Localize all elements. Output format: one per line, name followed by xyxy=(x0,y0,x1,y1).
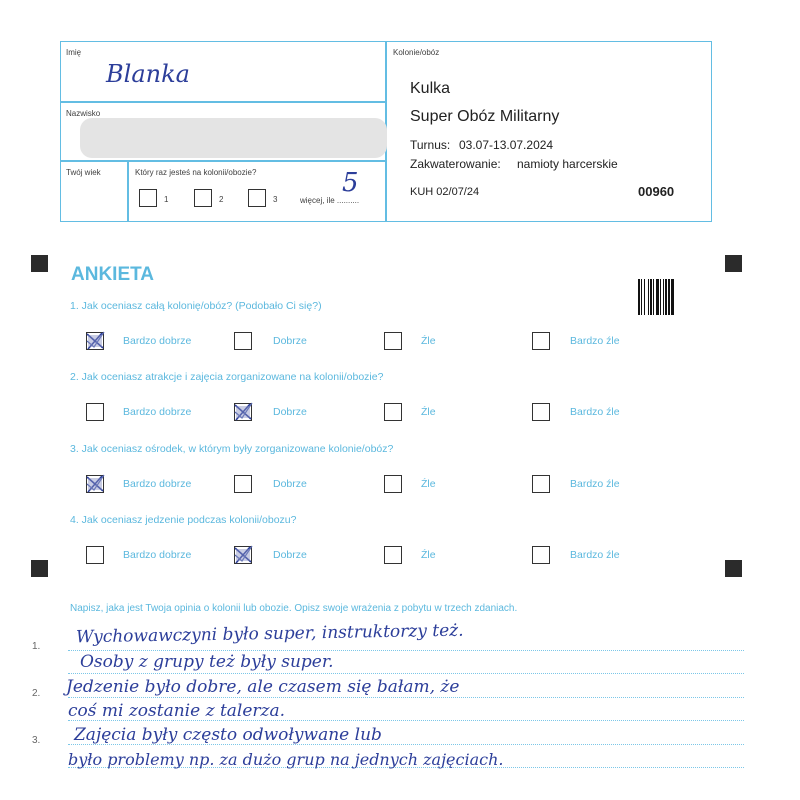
row-divider xyxy=(60,160,386,162)
question-2-text: 2. Jak oceniasz atrakcje i zajęcia zorganizowane na kolonii/obozie? xyxy=(70,371,384,383)
question-3-option-label-1: Bardzo dobrze xyxy=(123,478,192,490)
question-2-option-label-4: Bardzo źle xyxy=(570,406,620,418)
opinion-handwritten-line-5[interactable]: Zajęcia były często odwoływane lub xyxy=(74,725,382,745)
question-4-option-label-1: Bardzo dobrze xyxy=(123,549,192,561)
visit-count-checkbox-1[interactable] xyxy=(139,189,157,207)
turnus-label: Turnus: xyxy=(410,138,451,152)
question-3-option-label-4: Bardzo źle xyxy=(570,478,620,490)
opinion-handwritten-line-2[interactable]: Osoby z grupy też były super. xyxy=(80,652,334,672)
question-2-checkbox-2[interactable] xyxy=(234,403,252,421)
question-1-checkbox-1[interactable] xyxy=(86,332,104,350)
question-1-checkbox-3[interactable] xyxy=(384,332,402,350)
dotted-line xyxy=(68,673,744,674)
registration-marker-bottom-right xyxy=(725,560,742,577)
dotted-line xyxy=(68,650,744,651)
opinion-number-2: 2. xyxy=(32,688,41,699)
question-3-checkbox-3[interactable] xyxy=(384,475,402,493)
question-2-checkbox-4[interactable] xyxy=(532,403,550,421)
turnus-value: 03.07-13.07.2024 xyxy=(459,138,554,152)
question-3-checkbox-4[interactable] xyxy=(532,475,550,493)
question-4-checkbox-1[interactable] xyxy=(86,546,104,564)
question-3-checkbox-2[interactable] xyxy=(234,475,252,493)
question-1-checkbox-4[interactable] xyxy=(532,332,550,350)
registration-marker-top-right xyxy=(725,255,742,272)
redacted-surname xyxy=(80,118,387,158)
question-3-text: 3. Jak oceniasz ośrodek, w którym były zorganizowane kolonie/obóz? xyxy=(70,443,394,455)
checkmark-icon xyxy=(232,401,254,423)
question-2-option-label-1: Bardzo dobrze xyxy=(123,406,192,418)
question-1-option-label-3: Źle xyxy=(421,335,436,347)
wiecej-value[interactable]: 5 xyxy=(342,168,359,198)
question-3-checkbox-1[interactable] xyxy=(86,475,104,493)
question-4-option-label-2: Dobrze xyxy=(273,549,307,561)
checkmark-icon xyxy=(232,544,254,566)
question-2-option-label-2: Dobrze xyxy=(273,406,307,418)
question-1-option-label-1: Bardzo dobrze xyxy=(123,335,192,347)
kolonie-label: Kolonie/obóz xyxy=(393,48,440,57)
checkmark-icon xyxy=(84,473,106,495)
barcode-icon xyxy=(638,279,691,315)
zakwaterowanie-value: namioty harcerskie xyxy=(517,157,618,171)
opinion-handwritten-line-4[interactable]: coś mi zostanie z talerza. xyxy=(68,701,286,721)
row-divider xyxy=(60,101,386,103)
wiek-label: Twój wiek xyxy=(66,168,101,177)
question-4-checkbox-2[interactable] xyxy=(234,546,252,564)
question-1-option-label-4: Bardzo źle xyxy=(570,335,620,347)
dotted-line xyxy=(68,697,744,698)
visit-count-checkbox-2[interactable] xyxy=(194,189,212,207)
camp-name: Kulka xyxy=(410,80,451,97)
question-1-text: 1. Jak oceniasz całą kolonię/obóz? (Podobało Ci się?) xyxy=(70,300,322,312)
opinion-prompt: Napisz, jaka jest Twoja opinia o kolonii lub obozie. Opisz swoje wrażenia z pobytu w trzech zdaniach. xyxy=(70,603,518,614)
question-4-option-label-3: Źle xyxy=(421,549,436,561)
registration-marker-top-left xyxy=(31,255,48,272)
opinion-handwritten-line-1[interactable]: Wychowawczyni było super, instruktorzy też. xyxy=(75,620,464,648)
imie-label: Imię xyxy=(66,48,82,57)
age-divider xyxy=(127,160,129,221)
form-number: 00960 xyxy=(638,184,675,199)
visit-count-label-2: 2 xyxy=(219,195,224,204)
imie-value[interactable]: Blanka xyxy=(106,60,190,88)
ktory-raz-label: Który raz jesteś na kolonii/obozie? xyxy=(135,168,257,177)
visit-count-label-1: 1 xyxy=(164,195,169,204)
question-4-checkbox-4[interactable] xyxy=(532,546,550,564)
opinion-number-1: 1. xyxy=(32,641,41,652)
form-code: KUH 02/07/24 xyxy=(410,186,480,198)
question-2-checkbox-3[interactable] xyxy=(384,403,402,421)
opinion-number-3: 3. xyxy=(32,735,41,746)
question-4-option-label-4: Bardzo źle xyxy=(570,549,620,561)
registration-marker-bottom-left xyxy=(31,560,48,577)
survey-title: ANKIETA xyxy=(71,264,155,285)
nazwisko-label: Nazwisko xyxy=(66,109,101,118)
question-3-option-label-2: Dobrze xyxy=(273,478,307,490)
question-1-checkbox-2[interactable] xyxy=(234,332,252,350)
question-4-checkbox-3[interactable] xyxy=(384,546,402,564)
question-2-checkbox-1[interactable] xyxy=(86,403,104,421)
visit-count-checkbox-3[interactable] xyxy=(248,189,266,207)
zakwaterowanie-label: Zakwaterowanie: xyxy=(410,157,501,171)
opinion-handwritten-line-6[interactable]: było problemy np. za dużo grup na jednych zajęciach. xyxy=(68,750,504,769)
opinion-handwritten-line-3[interactable]: Jedzenie było dobre, ale czasem się bałam, że xyxy=(66,677,460,697)
visit-count-label-3: 3 xyxy=(273,195,278,204)
question-4-text: 4. Jak oceniasz jedzenie podczas kolonii/obozu? xyxy=(70,514,297,526)
question-3-option-label-3: Źle xyxy=(421,478,436,490)
question-2-option-label-3: Źle xyxy=(421,406,436,418)
question-1-option-label-2: Dobrze xyxy=(273,335,307,347)
checkmark-icon xyxy=(84,330,106,352)
wiecej-label: więcej, ile .......... xyxy=(300,196,360,205)
camp-title: Super Obóz Militarny xyxy=(410,108,560,125)
